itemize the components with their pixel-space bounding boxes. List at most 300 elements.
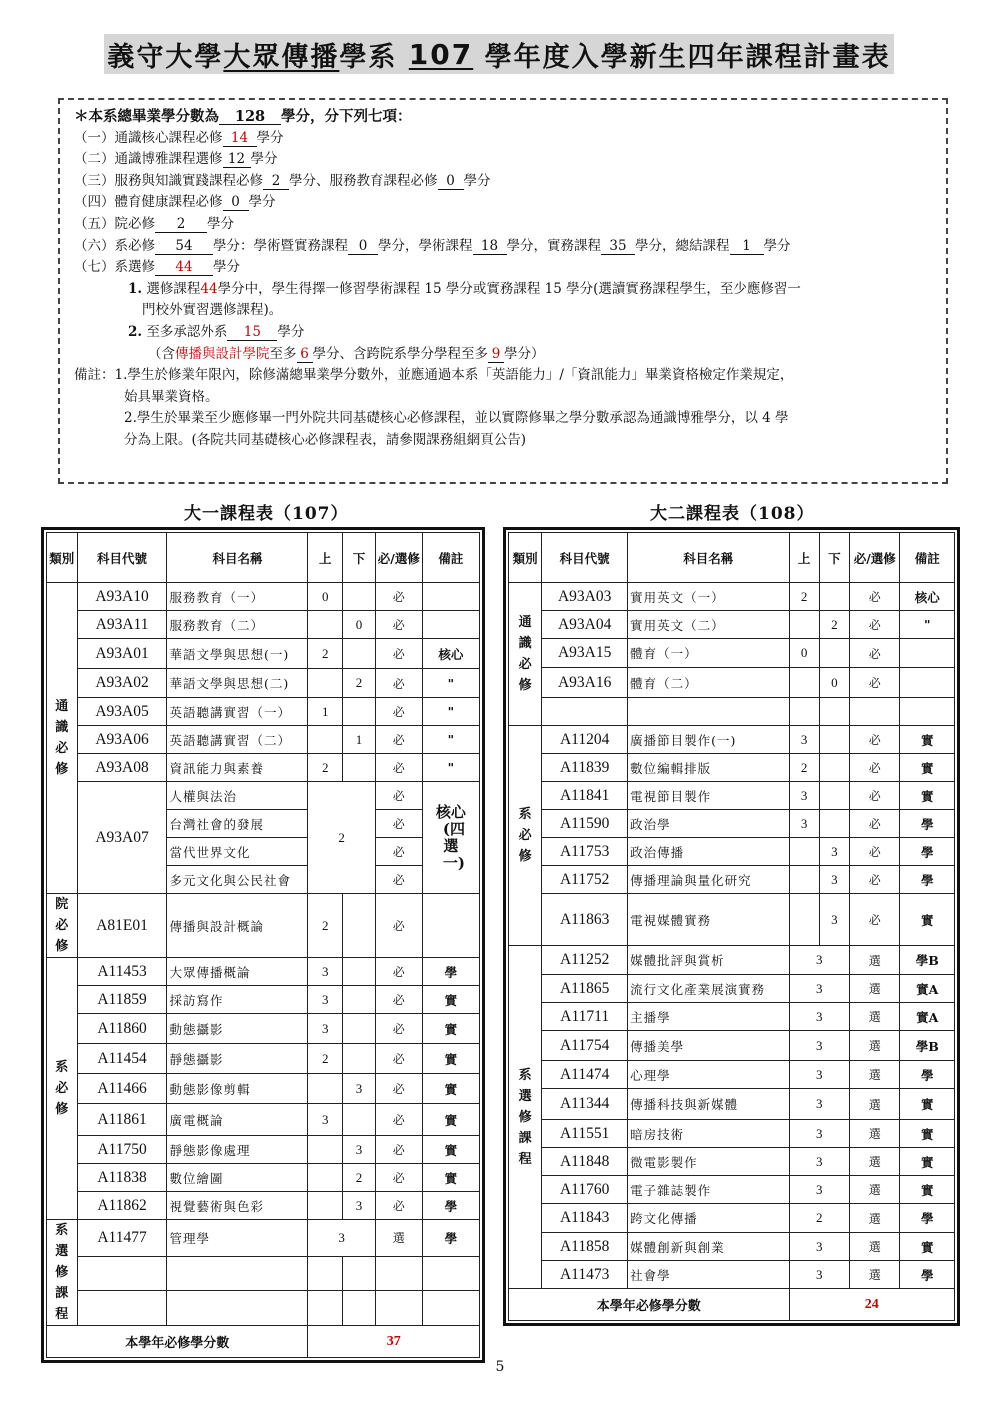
header-note: 備註 <box>900 533 955 583</box>
course-name: 數位編輯排版 <box>628 754 789 782</box>
course-note: " <box>422 726 479 754</box>
course-note: 學 <box>422 958 479 986</box>
fall-credits: 3 <box>789 726 819 754</box>
course-name: 當代世界文化 <box>167 838 308 866</box>
fall-credits: 3 <box>789 810 819 838</box>
blank-cell <box>542 698 628 726</box>
course-note: 學B <box>900 1031 955 1061</box>
req-type: 選 <box>850 1089 900 1120</box>
course-code: A11551 <box>542 1120 628 1148</box>
course-name: 英語聽講實習（一） <box>167 698 308 726</box>
course-row <box>47 1044 480 1074</box>
course-note: 實 <box>422 1014 479 1044</box>
course-row <box>509 1176 955 1204</box>
spring-credits <box>343 958 376 986</box>
header-row <box>47 533 480 583</box>
blank-cell <box>167 1256 308 1291</box>
fall-credits: 0 <box>789 639 819 668</box>
course-code: A11466 <box>77 1074 167 1104</box>
course-row <box>509 1120 955 1148</box>
req-type: 選 <box>850 1204 900 1233</box>
course-name: 視覺藝術與色彩 <box>167 1192 308 1220</box>
spring-credits: 3 <box>343 1074 376 1104</box>
course-name: 暗房技術 <box>628 1120 789 1148</box>
course-code: A11754 <box>542 1031 628 1061</box>
course-code: A93A16 <box>542 668 628 698</box>
blank-cell <box>375 1256 422 1291</box>
course-note: " <box>422 698 479 726</box>
fall-credits: 1 <box>308 698 343 726</box>
course-row <box>509 1089 955 1120</box>
blank-cell <box>789 698 819 726</box>
spring-credits <box>819 726 849 754</box>
req-type: 必 <box>375 1014 422 1044</box>
blank-cell <box>308 1256 343 1291</box>
title-department: 大眾傳播 <box>223 41 340 73</box>
course-code: A93A05 <box>77 698 167 726</box>
course-note: 實 <box>900 1148 955 1176</box>
note-1: 備註：1.學生於修業年限內，除修滿總畢業學分數外，並應通過本系「英語能力」/「資訊能力」畢業資格檢定作業規定， <box>74 367 794 384</box>
course-code: A11750 <box>77 1136 167 1164</box>
course-code: A93A10 <box>77 583 167 611</box>
course-note: 實 <box>900 894 955 946</box>
course-row <box>509 810 955 838</box>
course-note <box>900 639 955 668</box>
spring-credits: 2 <box>819 611 849 639</box>
course-code: A93A04 <box>542 611 628 639</box>
fall-credits <box>789 668 819 698</box>
course-row <box>47 1014 480 1044</box>
course-note: 學B <box>900 946 955 975</box>
spring-credits: 3 <box>343 1136 376 1164</box>
course-code: A93A03 <box>542 583 628 611</box>
course-row <box>47 782 480 810</box>
fall-credits <box>308 669 343 698</box>
course-name: 大眾傳播概論 <box>167 958 308 986</box>
credits: 3 <box>789 975 850 1003</box>
course-note: 核心 <box>900 583 955 611</box>
year2-table <box>503 527 960 1326</box>
blank-cell <box>375 1291 422 1326</box>
fall-credits <box>789 866 819 894</box>
course-row <box>509 838 955 866</box>
blank-cell <box>77 1291 167 1326</box>
course-name: 流行文化產業展演實務 <box>628 975 789 1003</box>
course-code: A11477 <box>77 1220 167 1257</box>
title-year: 107 <box>408 37 474 71</box>
title-rest: 學年度入學新生四年課程計畫表 <box>484 41 891 73</box>
course-note: 實 <box>422 1164 479 1192</box>
spring-credits: 2 <box>343 1164 376 1192</box>
fall-credits: 3 <box>308 958 343 986</box>
course-code: A11252 <box>542 946 628 975</box>
req-type: 必 <box>375 1104 422 1136</box>
course-name: 實用英文（一） <box>628 583 789 611</box>
total-credits: 128 <box>219 109 281 125</box>
fall-credits: 2 <box>308 894 343 958</box>
course-note: " <box>422 669 479 698</box>
category-major: 系必修 <box>509 726 542 946</box>
course-name: 體育（二） <box>628 668 789 698</box>
spring-credits <box>343 986 376 1014</box>
spring-credits <box>343 1044 376 1074</box>
category-elective: 系選修課程 <box>509 946 542 1289</box>
blank-cell <box>343 1291 376 1326</box>
course-name: 媒體創新與創業 <box>628 1233 789 1261</box>
title-dept-suffix: 學系 <box>339 41 398 73</box>
spring-credits <box>343 1104 376 1136</box>
course-code: A11839 <box>542 754 628 782</box>
course-name: 政治學 <box>628 810 789 838</box>
req-type: 選 <box>850 1031 900 1061</box>
course-row <box>47 1104 480 1136</box>
course-code: A11841 <box>542 782 628 810</box>
course-code: A93A06 <box>77 726 167 754</box>
credit-rules-box: ＊本系總畢業學分數為 128 學分，分下列七項： （一）通識核心課程必修 14 學分 （二）通識博雅課程選修 12 學分 （三）服務與知識實踐課程必修 2 學分、服務教育課程必修 0 學分 （四）體育健康課程必修 0 學分 （五）院必修 2 學分 （六）系必修 54 學分：學術暨實務課程 0 學分，學術課程 18 學分，實務課程 35 學分，總結課程 1 學分 （七）系選修 44 學分 1. 選修課程44學分中，學生得擇一修習學術課程 15 學分或實務課程 15 學分(選讀實務課程學生，至少應修習一 門校外實習選修課程)。 2. 至多承認外系 15 學分 （含傳播與設計學院至多 6 學分、含跨院系學分學程至多 9 學分） 備註：1.學生於修業年限內，除修滿總畢業學分數外，並應通過本系「英語能力」/「資訊能力」畢業資格檢定作業規定， 始具畢業資格。 2.學生於畢業至少應修畢一門外院共同基礎核心必修課程，並以實際修畢之學分數承認為通識博雅學分，以 4 學 分為上限。(各院共同基礎核心必修課程表，請參閱課務組網頁公告) <box>58 98 948 484</box>
course-name: 數位繪圖 <box>167 1164 308 1192</box>
credits: 3 <box>789 1089 850 1120</box>
course-code: A11848 <box>542 1148 628 1176</box>
course-name: 多元文化與公民社會 <box>167 866 308 894</box>
course-name: 體育（一） <box>628 639 789 668</box>
header-spring: 下 <box>819 533 849 583</box>
req-type: 選 <box>850 975 900 1003</box>
spring-credits <box>819 810 849 838</box>
fall-credits <box>308 726 343 754</box>
course-row <box>509 1148 955 1176</box>
course-note: " <box>422 754 479 782</box>
course-name: 台灣社會的發展 <box>167 810 308 838</box>
spring-credits: 3 <box>343 1192 376 1220</box>
course-row <box>509 1204 955 1233</box>
course-code: A11590 <box>542 810 628 838</box>
req-type: 必 <box>375 838 422 866</box>
blank-cell <box>900 698 955 726</box>
course-name: 廣電概論 <box>167 1104 308 1136</box>
total-row <box>47 1326 480 1358</box>
header-note: 備註 <box>422 533 479 583</box>
course-name: 主播學 <box>628 1003 789 1031</box>
course-row <box>509 668 955 698</box>
course-row <box>509 946 955 975</box>
course-row <box>509 866 955 894</box>
course-row <box>47 986 480 1014</box>
credits: 3 <box>789 1148 850 1176</box>
spring-credits <box>819 754 849 782</box>
course-name: 電子雜誌製作 <box>628 1176 789 1204</box>
req-type: 必 <box>375 986 422 1014</box>
credits: 3 <box>789 1061 850 1089</box>
fall-credits: 2 <box>308 754 343 782</box>
spring-credits: 0 <box>343 611 376 639</box>
spring-credits: 3 <box>819 838 849 866</box>
note-2: 2.學生於畢業至少應修畢一門外院共同基礎核心必修課程，並以實際修畢之學分數承認為通識博雅學分，以 4 學 <box>124 410 789 427</box>
course-name: 管理學 <box>167 1220 308 1257</box>
course-row <box>47 958 480 986</box>
course-row <box>47 639 480 669</box>
spring-credits <box>343 754 376 782</box>
req-type: 必 <box>375 782 422 810</box>
req-type: 必 <box>850 838 900 866</box>
course-name: 英語聽講實習（二） <box>167 726 308 754</box>
course-code: A11843 <box>542 1204 628 1233</box>
course-code: A11474 <box>542 1061 628 1089</box>
header-category: 類別 <box>47 533 78 583</box>
course-note: 學 <box>900 810 955 838</box>
header-fall: 上 <box>308 533 343 583</box>
course-row <box>509 639 955 668</box>
course-row <box>47 726 480 754</box>
blank-cell <box>819 698 849 726</box>
spring-credits: 3 <box>819 866 849 894</box>
course-name: 華語文學與思想(二) <box>167 669 308 698</box>
req-type: 必 <box>375 866 422 894</box>
req-type: 必 <box>850 866 900 894</box>
course-row <box>509 611 955 639</box>
total-value: 37 <box>308 1326 480 1358</box>
credits: 3 <box>789 1003 850 1031</box>
req-type: 必 <box>375 894 422 958</box>
total-row <box>509 1289 955 1321</box>
course-code: A11760 <box>542 1176 628 1204</box>
course-note: 學 <box>422 1220 479 1257</box>
spring-credits <box>819 782 849 810</box>
header-fall: 上 <box>789 533 819 583</box>
fall-credits: 2 <box>308 1044 343 1074</box>
spring-credits <box>343 583 376 611</box>
req-type: 必 <box>375 958 422 986</box>
req-type: 必 <box>375 1136 422 1164</box>
credits: 3 <box>789 1176 850 1204</box>
year1-heading: 大一課程表（107） <box>184 504 349 524</box>
fall-credits: 3 <box>308 1104 343 1136</box>
blank-row <box>47 1291 480 1326</box>
course-row <box>509 894 955 946</box>
course-row <box>47 1220 480 1257</box>
page-number: 5 <box>495 1359 505 1375</box>
course-note: 實A <box>900 1003 955 1031</box>
course-name: 電視媒體實務 <box>628 894 789 946</box>
course-note: 實 <box>422 986 479 1014</box>
course-row <box>47 754 480 782</box>
category-elective: 系選修課程 <box>47 1220 78 1326</box>
req-type: 必 <box>375 754 422 782</box>
category-college: 院必修 <box>47 894 78 958</box>
course-code: A11454 <box>77 1044 167 1074</box>
year1-table <box>41 527 485 1363</box>
fall-credits <box>789 894 819 946</box>
course-note <box>900 668 955 698</box>
course-row <box>47 1192 480 1220</box>
req-type: 必 <box>850 754 900 782</box>
course-code: A93A07 <box>77 782 167 894</box>
course-code: A93A08 <box>77 754 167 782</box>
course-note: 實 <box>422 1044 479 1074</box>
credits: 3 <box>789 1233 850 1261</box>
course-name: 服務教育（二） <box>167 611 308 639</box>
blank-row <box>509 698 955 726</box>
blank-cell <box>422 1291 479 1326</box>
fall-credits: 2 <box>308 639 343 669</box>
req-type: 選 <box>850 1148 900 1176</box>
total-value: 24 <box>789 1289 955 1321</box>
fall-credits <box>789 611 819 639</box>
course-row <box>47 1164 480 1192</box>
course-code: A11344 <box>542 1089 628 1120</box>
course-code: A81E01 <box>77 894 167 958</box>
course-note <box>422 611 479 639</box>
req-type: 必 <box>850 726 900 754</box>
req-type: 必 <box>375 669 422 698</box>
course-code: A11862 <box>77 1192 167 1220</box>
category-general: 通識必修 <box>509 583 542 726</box>
course-name: 人權與法治 <box>167 782 308 810</box>
spring-credits <box>343 1014 376 1044</box>
req-type: 必 <box>850 810 900 838</box>
req-type: 選 <box>375 1220 422 1257</box>
course-name: 傳播與設計概論 <box>167 894 308 958</box>
course-row <box>509 1003 955 1031</box>
course-name: 傳播美學 <box>628 1031 789 1061</box>
header-req: 必/選修 <box>850 533 900 583</box>
header-row <box>509 533 955 583</box>
credits: 3 <box>789 1261 850 1289</box>
course-code: A11473 <box>542 1261 628 1289</box>
fall-credits <box>308 1192 343 1220</box>
fall-credits <box>308 611 343 639</box>
course-note: 實 <box>900 1233 955 1261</box>
blank-cell <box>850 698 900 726</box>
course-name: 電視節目製作 <box>628 782 789 810</box>
req-type: 必 <box>850 583 900 611</box>
credits: 3 <box>789 946 850 975</box>
course-row <box>47 1136 480 1164</box>
course-note: 實 <box>900 754 955 782</box>
req-type: 選 <box>850 946 900 975</box>
header-category: 類別 <box>509 533 542 583</box>
spring-credits: 0 <box>819 668 849 698</box>
req-type: 必 <box>375 639 422 669</box>
req-type: 必 <box>375 583 422 611</box>
course-name: 媒體批評與賞析 <box>628 946 789 975</box>
req-type: 必 <box>850 668 900 698</box>
year2-heading: 大二課程表（108） <box>650 504 815 524</box>
req-type: 選 <box>850 1233 900 1261</box>
course-note: 核心 (四選一) <box>422 782 479 894</box>
fall-credits: 3 <box>789 782 819 810</box>
req-type: 必 <box>375 726 422 754</box>
spring-credits <box>343 894 376 958</box>
course-note <box>422 583 479 611</box>
spring-credits <box>343 639 376 669</box>
course-note: 學 <box>900 1061 955 1089</box>
course-code: A11859 <box>77 986 167 1014</box>
course-code: A11711 <box>542 1003 628 1031</box>
spring-credits <box>819 583 849 611</box>
req-type: 必 <box>850 639 900 668</box>
course-note: 實 <box>900 1176 955 1204</box>
fall-credits <box>308 1136 343 1164</box>
course-row <box>509 975 955 1003</box>
title-school: 義守大學 <box>107 41 224 73</box>
course-name: 社會學 <box>628 1261 789 1289</box>
blank-cell <box>422 1256 479 1291</box>
course-row <box>47 894 480 958</box>
spring-credits: 3 <box>819 894 849 946</box>
course-code: A11863 <box>542 894 628 946</box>
course-name: 傳播理論與量化研究 <box>628 866 789 894</box>
course-code: A11753 <box>542 838 628 866</box>
course-code: A93A15 <box>542 639 628 668</box>
course-name: 跨文化傳播 <box>628 1204 789 1233</box>
page-title <box>104 34 894 74</box>
header-code: 科目代號 <box>77 533 167 583</box>
course-code: A11865 <box>542 975 628 1003</box>
credits: 2 <box>789 1204 850 1233</box>
course-row <box>509 782 955 810</box>
course-name: 實用英文（二） <box>628 611 789 639</box>
fall-credits <box>308 1164 343 1192</box>
course-note: 實 <box>900 1120 955 1148</box>
category-major: 系必修 <box>47 958 78 1220</box>
total-label: 本學年必修學分數 <box>47 1326 308 1358</box>
req-type: 必 <box>375 611 422 639</box>
course-note: 實 <box>900 782 955 810</box>
spring-credits: 2 <box>343 669 376 698</box>
req-type: 必 <box>850 611 900 639</box>
req-type: 必 <box>375 1074 422 1104</box>
course-note: 實A <box>900 975 955 1003</box>
course-code: A11860 <box>77 1014 167 1044</box>
course-name: 心理學 <box>628 1061 789 1089</box>
header-spring: 下 <box>343 533 376 583</box>
course-name: 靜態攝影 <box>167 1044 308 1074</box>
course-note: 學 <box>900 838 955 866</box>
course-code: A11204 <box>542 726 628 754</box>
fall-credits: 3 <box>308 986 343 1014</box>
course-row <box>47 698 480 726</box>
req-type: 選 <box>850 1261 900 1289</box>
req-type: 必 <box>850 782 900 810</box>
course-code: A93A02 <box>77 669 167 698</box>
req-type: 必 <box>375 810 422 838</box>
course-name: 傳播科技與新媒體 <box>628 1089 789 1120</box>
header-name: 科目名稱 <box>628 533 789 583</box>
blank-row <box>47 1256 480 1291</box>
fall-credits: 3 <box>308 1014 343 1044</box>
course-note: 實 <box>422 1074 479 1104</box>
blank-cell <box>343 1256 376 1291</box>
course-row <box>509 726 955 754</box>
req-type: 選 <box>850 1120 900 1148</box>
course-note: 實 <box>422 1104 479 1136</box>
course-code: A11752 <box>542 866 628 894</box>
credits: 3 <box>789 1031 850 1061</box>
course-name: 採訪寫作 <box>167 986 308 1014</box>
course-note: 學 <box>900 1261 955 1289</box>
course-name: 靜態影像處理 <box>167 1136 308 1164</box>
course-code: A11838 <box>77 1164 167 1192</box>
course-code: A11453 <box>77 958 167 986</box>
spring-credits <box>343 698 376 726</box>
course-note: 實 <box>422 1136 479 1164</box>
req-type: 選 <box>850 1003 900 1031</box>
course-note: 學 <box>422 1192 479 1220</box>
course-code: A11858 <box>542 1233 628 1261</box>
req-type: 必 <box>375 698 422 726</box>
course-row <box>509 1031 955 1061</box>
header-name: 科目名稱 <box>167 533 308 583</box>
